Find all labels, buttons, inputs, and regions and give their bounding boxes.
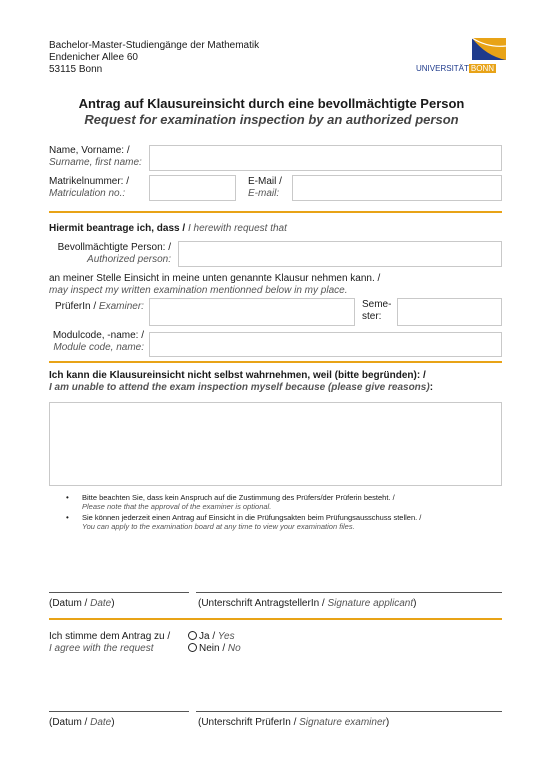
- bullet-icon: •: [66, 493, 69, 502]
- divider-3: [49, 618, 502, 620]
- reason-textarea[interactable]: [49, 402, 502, 486]
- date-line-2: [49, 711, 189, 712]
- address-line-3: 53115 Bonn: [49, 64, 103, 75]
- divider-2: [49, 361, 502, 363]
- examiner-signature-line: [196, 711, 502, 712]
- note-item: • Sie können jederzeit einen Antrag auf Einsicht in die Prüfungsakten beim Prüfungsausschuss stellen. / You can apply to the examination board at any time to view your examination files.: [66, 513, 422, 531]
- bullet-icon: •: [66, 513, 69, 522]
- request-heading: Hiermit beantrage ich, dass / I herewith request that: [49, 223, 287, 234]
- examiner-signature-label: (Unterschrift PrüferIn / Signature examiner): [198, 717, 390, 728]
- date-line-1: [49, 592, 189, 593]
- name-label: Name, Vorname: / Surname, first name:: [49, 145, 142, 168]
- matriculation-field[interactable]: [149, 175, 236, 201]
- date-label-2: (Datum / Date): [49, 717, 115, 728]
- header-address: [49, 40, 259, 76]
- email-field[interactable]: [292, 175, 502, 201]
- examiner-label: PrüferIn / Examiner:: [55, 301, 144, 312]
- matriculation-label: Matrikelnummer: / Matriculation no.:: [49, 176, 130, 199]
- authorized-label: Bevollmächtigte Person: / Authorized person:: [57, 242, 171, 265]
- note-item: • Bitte beachten Sie, dass kein Anspruch auf die Zustimmung des Prüfers/der Prüferin besteht. / Please note that the approval of the examiner is optional.: [66, 493, 395, 511]
- reason-heading: Ich kann die Klausureinsicht nicht selbst wahrnehmen, weil (bitte begründen): / I am unable to attend the exam inspection myself because (please give reasons):: [49, 370, 434, 393]
- approval-no-option[interactable]: Nein / No: [188, 643, 241, 655]
- semester-label: Seme- ster:: [362, 299, 392, 322]
- semester-field[interactable]: [397, 298, 502, 326]
- university-logo: [416, 38, 506, 74]
- title-en: Request for examination inspection by an authorized person: [84, 112, 459, 127]
- logo-text-left: UNIVERSITÄT: [416, 64, 469, 73]
- module-label: Modulcode, -name: / Module code, name:: [52, 330, 144, 353]
- address-line-2: Endenicher Allee 60: [49, 52, 138, 63]
- module-field[interactable]: [149, 332, 502, 357]
- email-label: E-Mail / E-mail:: [248, 176, 282, 199]
- applicant-signature-line: [196, 592, 502, 593]
- notes-list: [66, 493, 502, 531]
- name-field[interactable]: [149, 145, 502, 171]
- authorized-person-field[interactable]: [178, 241, 502, 267]
- no-radio[interactable]: [188, 643, 197, 652]
- title-de: Antrag auf Klausureinsicht durch eine bevollmächtigte Person: [78, 96, 465, 111]
- approval-question: Ich stimme dem Antrag zu / I agree with the request: [49, 631, 171, 654]
- examiner-field[interactable]: [149, 298, 355, 326]
- date-label-1: (Datum / Date): [49, 598, 115, 609]
- logo-text-right: BONN: [470, 64, 495, 73]
- yes-radio[interactable]: [188, 631, 197, 640]
- logo-graphic: [416, 38, 506, 62]
- consent-text: an meiner Stelle Einsicht in meine unten genannte Klausur nehmen kann. / may inspect my written examination mentionned below in my place.: [49, 273, 381, 296]
- form-title: [0, 96, 543, 128]
- applicant-signature-label: (Unterschrift AntragstellerIn / Signature applicant): [198, 598, 417, 609]
- divider-1: [49, 211, 502, 213]
- approval-yes-option[interactable]: Ja / Yes: [188, 631, 235, 643]
- address-line-1: Bachelor-Master-Studiengänge der Mathematik: [49, 40, 260, 51]
